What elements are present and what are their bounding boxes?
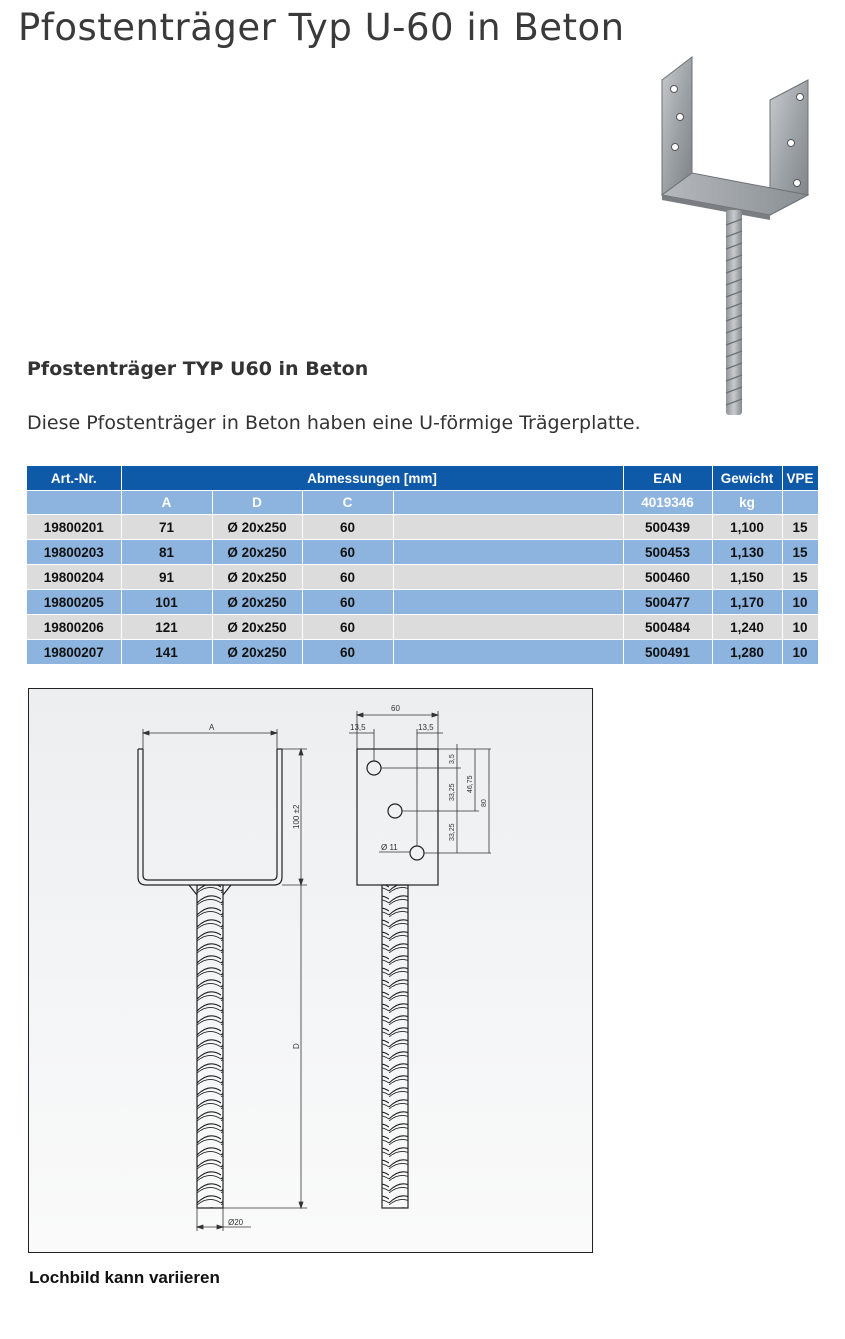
dim-rod-label: Ø20 — [228, 1218, 244, 1227]
table-subheader-row — [27, 491, 818, 515]
cell-ean: 500477 — [623, 590, 712, 615]
dim-33-25-top-label: 33,25 — [449, 783, 456, 801]
header-vpe: VPE — [782, 466, 818, 491]
cell-a: 91 — [121, 565, 212, 590]
cell-weight: 1,280 — [712, 640, 782, 665]
header-art-nr: Art.-Nr. — [27, 466, 121, 491]
cell-ean: 500491 — [623, 640, 712, 665]
cell-a: 81 — [121, 540, 212, 565]
cell-spacer — [393, 640, 623, 665]
subheader-weight-unit: kg — [712, 491, 782, 515]
cell-art-nr: 19800205 — [27, 590, 121, 615]
cell-a: 121 — [121, 615, 212, 640]
dim-80-label: 80 — [481, 799, 488, 807]
spec-table — [27, 466, 819, 665]
dim-margin-left-label: 13,5 — [350, 723, 366, 732]
cell-spacer — [393, 540, 623, 565]
cell-d: Ø 20x250 — [212, 615, 302, 640]
cell-art-nr: 19800201 — [27, 515, 121, 540]
cell-weight: 1,240 — [712, 615, 782, 640]
dim-a-label: A — [209, 723, 215, 732]
cell-ean: 500439 — [623, 515, 712, 540]
cell-c: 60 — [302, 565, 393, 590]
cell-a: 101 — [121, 590, 212, 615]
header-dimensions: Abmessungen [mm] — [121, 466, 623, 491]
subheader-c: C — [302, 491, 393, 515]
side-view — [357, 749, 438, 1208]
subheader-empty — [27, 491, 121, 515]
cell-c: 60 — [302, 615, 393, 640]
cell-c: 60 — [302, 515, 393, 540]
dim-height-label: 100 ±2 — [292, 804, 301, 829]
cell-art-nr: 19800206 — [27, 615, 121, 640]
cell-vpe: 15 — [782, 565, 818, 590]
cell-art-nr: 19800203 — [27, 540, 121, 565]
table-row — [27, 565, 818, 590]
header-weight: Gewicht — [712, 466, 782, 491]
page-title: Pfostenträger Typ U-60 in Beton — [18, 6, 625, 49]
subheader-spacer — [393, 491, 623, 515]
cell-vpe: 10 — [782, 590, 818, 615]
cell-weight: 1,170 — [712, 590, 782, 615]
cell-d: Ø 20x250 — [212, 590, 302, 615]
cell-d: Ø 20x250 — [212, 640, 302, 665]
cell-spacer — [393, 615, 623, 640]
dim-width-label: 60 — [391, 704, 400, 713]
cell-ean: 500453 — [623, 540, 712, 565]
table-row — [27, 615, 818, 640]
table-row — [27, 540, 818, 565]
product-description: Diese Pfostenträger in Beton haben eine U-förmige Trägerplatte. — [27, 412, 641, 434]
cell-spacer — [393, 565, 623, 590]
cell-spacer — [393, 590, 623, 615]
table-row — [27, 590, 818, 615]
cell-vpe: 10 — [782, 615, 818, 640]
cell-c: 60 — [302, 590, 393, 615]
cell-vpe: 10 — [782, 640, 818, 665]
cell-weight: 1,150 — [712, 565, 782, 590]
cell-art-nr: 19800207 — [27, 640, 121, 665]
hole-pattern-note: Lochbild kann variieren — [29, 1268, 220, 1287]
cell-ean: 500460 — [623, 565, 712, 590]
subheader-d: D — [212, 491, 302, 515]
cell-d: Ø 20x250 — [212, 515, 302, 540]
cell-d: Ø 20x250 — [212, 565, 302, 590]
cell-a: 141 — [121, 640, 212, 665]
cell-art-nr: 19800204 — [27, 565, 121, 590]
dim-33-25-bottom-label: 33,25 — [449, 823, 456, 841]
cell-weight: 1,130 — [712, 540, 782, 565]
cell-c: 60 — [302, 540, 393, 565]
subheader-vpe-empty — [782, 491, 818, 515]
subheader-a: A — [121, 491, 212, 515]
table-header-row — [27, 466, 818, 491]
cell-vpe: 15 — [782, 540, 818, 565]
cell-spacer — [393, 515, 623, 540]
cell-weight: 1,100 — [712, 515, 782, 540]
technical-drawing — [28, 688, 593, 1253]
product-image — [650, 55, 820, 420]
dim-d-label: D — [292, 1043, 301, 1049]
front-view — [138, 749, 282, 1208]
cell-ean: 500484 — [623, 615, 712, 640]
subheader-ean-prefix: 4019346 — [623, 491, 712, 515]
cell-d: Ø 20x250 — [212, 540, 302, 565]
dim-3-5-label: 3,5 — [449, 754, 456, 764]
table-row — [27, 640, 818, 665]
section-subtitle: Pfostenträger TYP U60 in Beton — [27, 358, 369, 380]
table-row — [27, 515, 818, 540]
dim-margin-right-label: 13,5 — [418, 723, 434, 732]
header-ean: EAN — [623, 466, 712, 491]
dim-hole-label: Ø 11 — [381, 843, 398, 852]
cell-vpe: 15 — [782, 515, 818, 540]
cell-c: 60 — [302, 640, 393, 665]
dim-46-75-label: 46,75 — [467, 775, 474, 793]
cell-a: 71 — [121, 515, 212, 540]
